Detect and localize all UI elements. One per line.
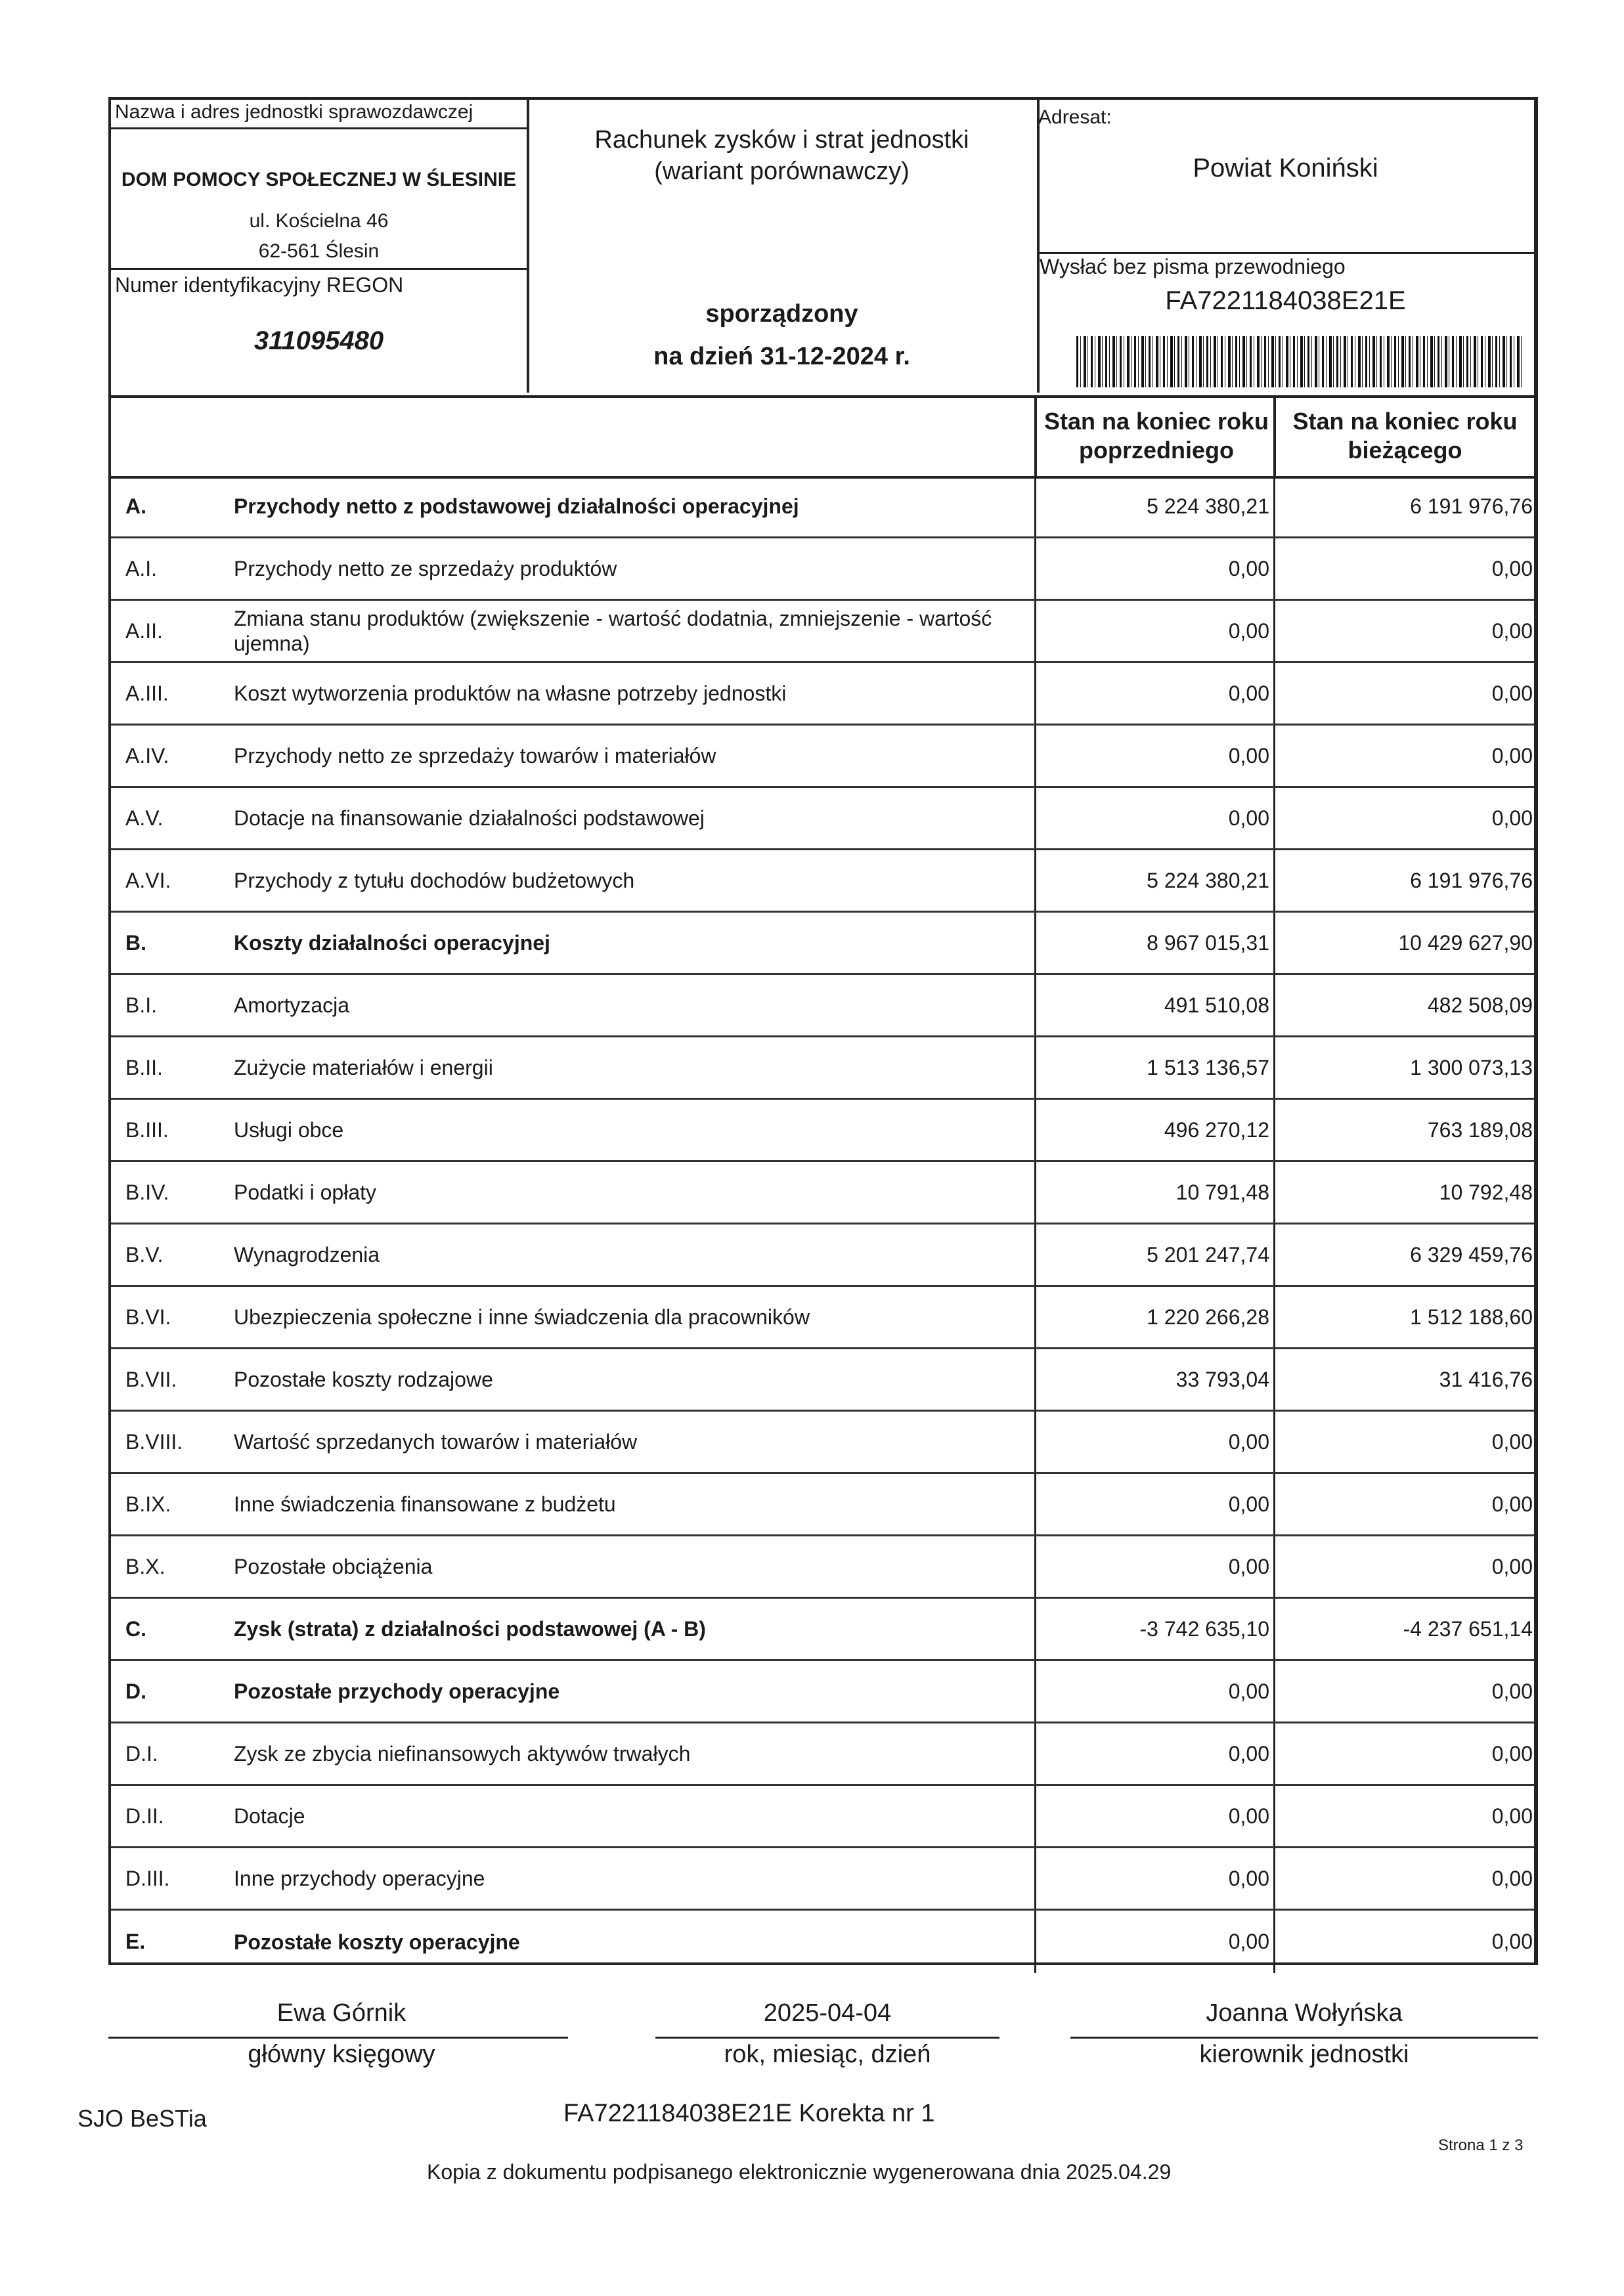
statement-row bbox=[111, 1786, 1534, 1848]
addressee-name: Powiat Koniński bbox=[1193, 154, 1378, 183]
statement-row bbox=[111, 726, 1534, 788]
statement-row bbox=[111, 1224, 1534, 1287]
row-value-prev: 0,00 bbox=[1034, 1911, 1273, 1973]
signature-date: 2025-04-04 bbox=[763, 1999, 892, 2027]
row-value-current: 0,00 bbox=[1273, 1536, 1534, 1597]
footer-system: SJO BeSTia bbox=[77, 2105, 207, 2132]
signature-date-caption: rok, miesiąc, dzień bbox=[724, 2041, 931, 2068]
row-value-current: 6 329 459,76 bbox=[1273, 1224, 1534, 1285]
accountant-name: Ewa Górnik bbox=[276, 1999, 406, 2027]
row-code: B.IV. bbox=[125, 1180, 169, 1204]
unit-address-line1: ul. Kościelna 46 bbox=[249, 210, 389, 232]
statement-row bbox=[111, 788, 1534, 850]
row-label: Podatki i opłaty bbox=[234, 1180, 377, 1204]
row-value-current: 0,00 bbox=[1273, 601, 1534, 661]
row-value-prev: 5 224 380,21 bbox=[1034, 850, 1273, 911]
row-value-prev: 496 270,12 bbox=[1034, 1100, 1273, 1160]
accountant-role: główny księgowy bbox=[248, 2041, 435, 2068]
row-label: Zysk ze zbycia niefinansowych aktywów trwałych bbox=[234, 1742, 691, 1765]
row-label: Przychody netto ze sprzedaży produktów bbox=[234, 557, 617, 580]
row-code: B.IX. bbox=[125, 1492, 171, 1516]
row-value-prev: 5 224 380,21 bbox=[1034, 476, 1273, 536]
row-code: A.III. bbox=[125, 681, 169, 705]
title-block bbox=[527, 100, 1040, 393]
head-name: Joanna Wołyńska bbox=[1206, 1999, 1403, 2027]
statement-row bbox=[111, 1599, 1534, 1661]
row-code: A.I. bbox=[125, 556, 158, 580]
row-label: Koszt wytworzenia produktów na własne potrzeby jednostki bbox=[234, 682, 787, 705]
statement-row bbox=[111, 975, 1534, 1037]
row-code: B.X. bbox=[125, 1554, 165, 1578]
statement-row bbox=[111, 1037, 1534, 1100]
column-current-year: Stan na koniec roku bieżącego bbox=[1273, 395, 1534, 476]
unit-block bbox=[111, 100, 529, 393]
addressee-block bbox=[1037, 100, 1534, 393]
row-value-prev: 0,00 bbox=[1034, 663, 1273, 724]
row-label: Pozostałe obciążenia bbox=[234, 1555, 433, 1578]
row-value-prev: 0,00 bbox=[1034, 788, 1273, 848]
row-value-prev: 0,00 bbox=[1034, 1412, 1273, 1472]
row-value-current: 0,00 bbox=[1273, 1786, 1534, 1846]
statement-row bbox=[111, 601, 1534, 663]
row-value-prev: 1 513 136,57 bbox=[1034, 1037, 1273, 1098]
row-code: A.V. bbox=[125, 806, 164, 830]
statement-row bbox=[111, 1848, 1534, 1911]
row-value-current: 0,00 bbox=[1273, 1911, 1534, 1973]
statement-rows bbox=[111, 476, 1534, 1973]
divider bbox=[1037, 252, 1534, 254]
footer-copy-note: Kopia z dokumentu podpisanego elektronicznie wygenerowana dnia 2025.04.29 bbox=[427, 2160, 1172, 2184]
row-value-prev: 0,00 bbox=[1034, 1474, 1273, 1534]
row-value-current: 6 191 976,76 bbox=[1273, 850, 1534, 911]
row-label: Pozostałe koszty rodzajowe bbox=[234, 1368, 493, 1391]
row-value-current: 0,00 bbox=[1273, 726, 1534, 786]
row-label: Inne świadczenia finansowane z budżetu bbox=[234, 1492, 616, 1516]
row-value-prev: 0,00 bbox=[1034, 601, 1273, 661]
row-label: Pozostałe przychody operacyjne bbox=[234, 1679, 560, 1703]
row-code: D.I. bbox=[125, 1741, 158, 1765]
signature-line bbox=[108, 2037, 568, 2039]
row-value-prev: 0,00 bbox=[1034, 538, 1273, 599]
row-value-current: 0,00 bbox=[1273, 1723, 1534, 1784]
row-value-prev: 5 201 247,74 bbox=[1034, 1224, 1273, 1285]
row-label: Ubezpieczenia społeczne i inne świadczenia dla pracowników bbox=[234, 1305, 810, 1329]
statement-row bbox=[111, 663, 1534, 726]
row-label: Dotacje bbox=[234, 1804, 305, 1828]
prepared-label: sporządzony bbox=[705, 300, 858, 328]
row-label: Usługi obce bbox=[234, 1118, 344, 1142]
statement-row bbox=[111, 1349, 1534, 1412]
statement-row bbox=[111, 1287, 1534, 1349]
row-code: B.II. bbox=[125, 1055, 163, 1079]
column-header-row bbox=[111, 395, 1534, 479]
document-id: FA7221184038E21E bbox=[1165, 286, 1406, 315]
barcode-image bbox=[1076, 336, 1523, 387]
row-label: Wynagrodzenia bbox=[234, 1243, 380, 1267]
report-title-line2: (wariant porównawczy) bbox=[654, 158, 910, 185]
statement-row bbox=[111, 476, 1534, 538]
row-label: Przychody netto z podstawowej działalności operacyjnej bbox=[234, 494, 799, 518]
row-value-current: 0,00 bbox=[1273, 663, 1534, 724]
regon-caption: Numer identyfikacyjny REGON bbox=[115, 273, 404, 297]
divider bbox=[111, 268, 527, 270]
row-value-current: 0,00 bbox=[1273, 788, 1534, 848]
statement-row bbox=[111, 1911, 1534, 1973]
statement-row bbox=[111, 1661, 1534, 1723]
row-code: D. bbox=[125, 1679, 146, 1703]
row-code: A.IV. bbox=[125, 743, 169, 768]
row-value-prev: 1 220 266,28 bbox=[1034, 1287, 1273, 1347]
footer-correction: FA7221184038E21E Korekta nr 1 bbox=[563, 2100, 935, 2127]
row-value-prev: 0,00 bbox=[1034, 1786, 1273, 1846]
row-value-prev: 33 793,04 bbox=[1034, 1349, 1273, 1410]
row-value-current: 10 792,48 bbox=[1273, 1162, 1534, 1223]
row-value-current: 31 416,76 bbox=[1273, 1349, 1534, 1410]
row-value-current: 0,00 bbox=[1273, 1661, 1534, 1722]
row-value-current: 10 429 627,90 bbox=[1273, 913, 1534, 973]
row-code: D.II. bbox=[125, 1804, 164, 1828]
row-code: B.III. bbox=[125, 1117, 169, 1142]
row-code: E. bbox=[125, 1930, 146, 1953]
row-label: Zmiana stanu produktów (zwiększenie - wartość dodatnia, zmniejszenie - wartość ujemna) bbox=[234, 607, 992, 655]
report-header bbox=[111, 100, 1534, 398]
row-value-current: 1 512 188,60 bbox=[1273, 1287, 1534, 1347]
column-prev-year: Stan na koniec roku poprzedniego bbox=[1034, 395, 1276, 476]
row-label: Zużycie materiałów i energii bbox=[234, 1056, 493, 1079]
statement-row bbox=[111, 1412, 1534, 1474]
signature-line bbox=[655, 2037, 999, 2039]
report-date: na dzień 31-12-2024 r. bbox=[653, 343, 910, 370]
statement-row bbox=[111, 850, 1534, 913]
row-code: C. bbox=[125, 1616, 146, 1641]
row-label: Dotacje na finansowanie działalności podstawowej bbox=[234, 806, 705, 830]
row-code: A.VI. bbox=[125, 868, 171, 892]
head-role: kierownik jednostki bbox=[1199, 2041, 1409, 2068]
footer-page-number: Strona 1 z 3 bbox=[1438, 2136, 1524, 2154]
row-label: Przychody netto ze sprzedaży towarów i materiałów bbox=[234, 744, 716, 768]
row-value-current: 482 508,09 bbox=[1273, 975, 1534, 1035]
row-value-current: 0,00 bbox=[1273, 1474, 1534, 1534]
report-sheet bbox=[108, 97, 1538, 1965]
row-value-current: 0,00 bbox=[1273, 1848, 1534, 1909]
row-value-prev: 10 791,48 bbox=[1034, 1162, 1273, 1223]
row-code: B.V. bbox=[125, 1242, 164, 1267]
statement-row bbox=[111, 1100, 1534, 1162]
statement-row bbox=[111, 1474, 1534, 1536]
row-code: B.I. bbox=[125, 993, 158, 1017]
row-value-prev: 0,00 bbox=[1034, 1723, 1273, 1784]
row-value-prev: 0,00 bbox=[1034, 726, 1273, 786]
row-value-current: 0,00 bbox=[1273, 1412, 1534, 1472]
unit-address-line2: 62-561 Ślesin bbox=[258, 240, 380, 262]
addressee-caption: Adresat: bbox=[1038, 106, 1112, 128]
send-note: Wysłać bez pisma przewodniego bbox=[1040, 255, 1346, 278]
row-value-prev: 0,00 bbox=[1034, 1848, 1273, 1909]
regon-number: 311095480 bbox=[253, 326, 384, 355]
row-code: B. bbox=[125, 930, 146, 955]
row-label: Koszty działalności operacyjnej bbox=[234, 931, 550, 955]
statement-row bbox=[111, 538, 1534, 601]
statement-row bbox=[111, 913, 1534, 975]
row-code: A. bbox=[125, 494, 146, 518]
row-label: Pozostałe koszty operacyjne bbox=[234, 1930, 520, 1954]
row-label: Amortyzacja bbox=[234, 993, 350, 1017]
row-value-current: 1 300 073,13 bbox=[1273, 1037, 1534, 1098]
unit-name: DOM POMOCY SPOŁECZNEJ W ŚLESINIE bbox=[121, 169, 517, 190]
row-label: Zysk (strata) z działalności podstawowej (A - B) bbox=[234, 1617, 706, 1641]
row-value-current: -4 237 651,14 bbox=[1273, 1599, 1534, 1659]
row-code: D.III. bbox=[125, 1866, 170, 1890]
statement-row bbox=[111, 1723, 1534, 1786]
unit-caption: Nazwa i adres jednostki sprawozdawczej bbox=[115, 101, 473, 123]
report-title-line1: Rachunek zysków i strat jednostki bbox=[594, 126, 969, 154]
row-label: Wartość sprzedanych towarów i materiałów bbox=[234, 1430, 638, 1454]
divider bbox=[111, 127, 527, 129]
row-code: A.II. bbox=[125, 618, 163, 643]
row-code: B.VII. bbox=[125, 1367, 177, 1391]
row-value-prev: 491 510,08 bbox=[1034, 975, 1273, 1035]
row-value-prev: 8 967 015,31 bbox=[1034, 913, 1273, 973]
row-label: Inne przychody operacyjne bbox=[234, 1867, 485, 1890]
row-value-prev: 0,00 bbox=[1034, 1536, 1273, 1597]
row-value-prev: 0,00 bbox=[1034, 1661, 1273, 1722]
row-value-current: 763 189,08 bbox=[1273, 1100, 1534, 1160]
row-label: Przychody z tytułu dochodów budżetowych bbox=[234, 869, 635, 892]
row-value-prev: -3 742 635,10 bbox=[1034, 1599, 1273, 1659]
row-value-current: 0,00 bbox=[1273, 538, 1534, 599]
row-value-current: 6 191 976,76 bbox=[1273, 476, 1534, 536]
row-code: B.VIII. bbox=[125, 1429, 183, 1454]
row-code: B.VI. bbox=[125, 1305, 171, 1329]
statement-row bbox=[111, 1162, 1534, 1224]
statement-row bbox=[111, 1536, 1534, 1599]
signature-line bbox=[1070, 2037, 1538, 2039]
